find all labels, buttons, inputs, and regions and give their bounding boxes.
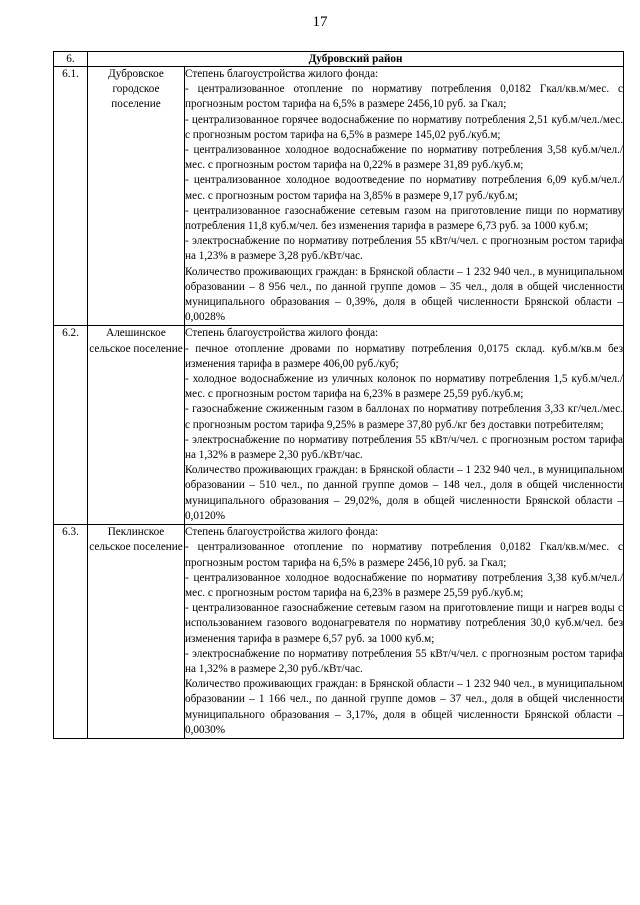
description-paragraph: - централизованное холодное водоотведение по нормативу потребления 6,09 куб.м/чел./мес. с прогнозным ростом тарифа на 3,85% в размере 9,17 руб./куб.м;	[185, 174, 624, 202]
description-paragraph: - централизованное отопление по нормативу потребления 0,0182 Гкал/кв.м/мес. с прогнозным ростом тарифа на 6,5% в размере 2456,10 руб. за Гкал;	[185, 83, 624, 111]
settlement-description	[185, 525, 624, 739]
description-paragraph: Степень благоустройства жилого фонда:	[185, 327, 379, 340]
description-paragraph: - централизованное холодное водоснабжение по нормативу потребления 3,38 куб.м/чел./мес. с прогнозным ростом тарифа на 6,23% в размере 25,59 руб./куб.м;	[185, 571, 624, 599]
description-paragraph: - холодное водоснабжение из уличных колонок по нормативу потребления 1,5 куб.м/чел./мес. с прогнозным ростом тарифа на 6,23% в размере 25,59 руб./куб.м;	[185, 373, 624, 401]
district-table	[53, 51, 624, 739]
table-row	[54, 67, 624, 326]
row-number: 6.1.	[54, 67, 88, 326]
settlement-name: Дубровское городское поселение	[88, 67, 185, 326]
table-row	[54, 525, 624, 739]
district-number: 6.	[54, 52, 88, 67]
table-row	[54, 326, 624, 525]
description-paragraph: Количество проживающих граждан: в Брянской области – 1 232 940 чел., в муниципальном образовании – 1 166 чел., по данной группе домов – 37 чел., доля в общей численности муниципального образования – 3,17%, доля в общей численности Брянской области – 0,0030%	[185, 678, 624, 736]
description-paragraph: Степень благоустройства жилого фонда:	[185, 68, 379, 80]
settlement-name: Алешинское сельское поселение	[88, 326, 185, 525]
description-paragraph: - централизованное отопление по нормативу потребления 0,0182 Гкал/кв.м/мес. с прогнозным ростом тарифа на 6,5% в размере 2456,10 руб. за Гкал;	[185, 541, 624, 569]
district-header-row	[54, 52, 624, 67]
row-number: 6.2.	[54, 326, 88, 525]
description-paragraph: Степень благоустройства жилого фонда:	[185, 526, 379, 539]
settlement-description	[185, 326, 624, 525]
district-title: Дубровский район	[88, 52, 624, 67]
description-paragraph: - электроснабжение по нормативу потребления 55 кВт/ч/чел. с прогнозным ростом тарифа на 1,32% в размере 2,30 руб./кВт/час.	[185, 647, 624, 675]
description-paragraph: - газоснабжение сжиженным газом в баллонах по нормативу потребления 3,33 кг/чел./мес. с прогнозным ростом тарифа 9,25% в размере 37,80 руб./кг без доставки потребителям;	[185, 403, 624, 431]
description-paragraph: - централизованное газоснабжение сетевым газом на приготовление пищи по нормативу потребления 11,8 куб.м/чел. без изменения тарифа в размере 6,73 руб. за 1000 куб.м;	[185, 204, 624, 233]
description-paragraph: - печное отопление дровами по нормативу потребления 0,0175 склад. куб.м/кв.м без изменения тарифа в размере 406,00 руб./куб;	[185, 342, 624, 370]
description-paragraph: - централизованное горячее водоснабжение по нормативу потребления 2,51 куб.м/чел./мес. с прогнозным ростом тарифа на 6,5% в размере 145,02 руб./куб.м;	[185, 113, 624, 141]
description-paragraph: - централизованное газоснабжение сетевым газом на приготовление пищи и нагрев воды с использованием газового водонагревателя по нормативу потребления 30,0 куб.м/чел. без изменения тарифа в размере 6,57 руб. за 1000 куб.м;	[185, 602, 624, 645]
description-paragraph: Количество проживающих граждан: в Брянской области – 1 232 940 чел., в муниципальном образовании – 8 956 чел., по данной группе домов – 35 чел., доля в общей численности муниципального образования – 0,39%, доля в общей численности Брянской области – 0,0028%	[185, 265, 624, 324]
settlement-description	[185, 67, 624, 326]
description-paragraph: - централизованное холодное водоснабжение по нормативу потребления 3,58 куб.м/чел./мес. с прогнозным ростом тарифа на 0,22% в размере 31,89 руб./куб.м;	[185, 144, 624, 172]
page-number: 17	[312, 14, 328, 30]
description-paragraph: Количество проживающих граждан: в Брянской области – 1 232 940 чел., в муниципальном образовании – 510 чел., по данной группе домов – 148 чел., доля в общей численности муниципального образования – 29,02%, доля в общей численности Брянской области – 0,0120%	[185, 464, 624, 522]
description-paragraph: - электроснабжение по нормативу потребления 55 кВт/ч/чел. с прогнозным ростом тарифа на 1,32% в размере 2,30 руб./кВт/час.	[185, 433, 624, 462]
description-paragraph: - электроснабжение по нормативу потребления 55 кВт/ч/чел. с прогнозным ростом тарифа на 1,23% в размере 3,28 руб./кВт/час.	[185, 235, 624, 263]
settlement-name: Пеклинское сельское поселение	[88, 525, 185, 739]
row-number: 6.3.	[54, 525, 88, 739]
